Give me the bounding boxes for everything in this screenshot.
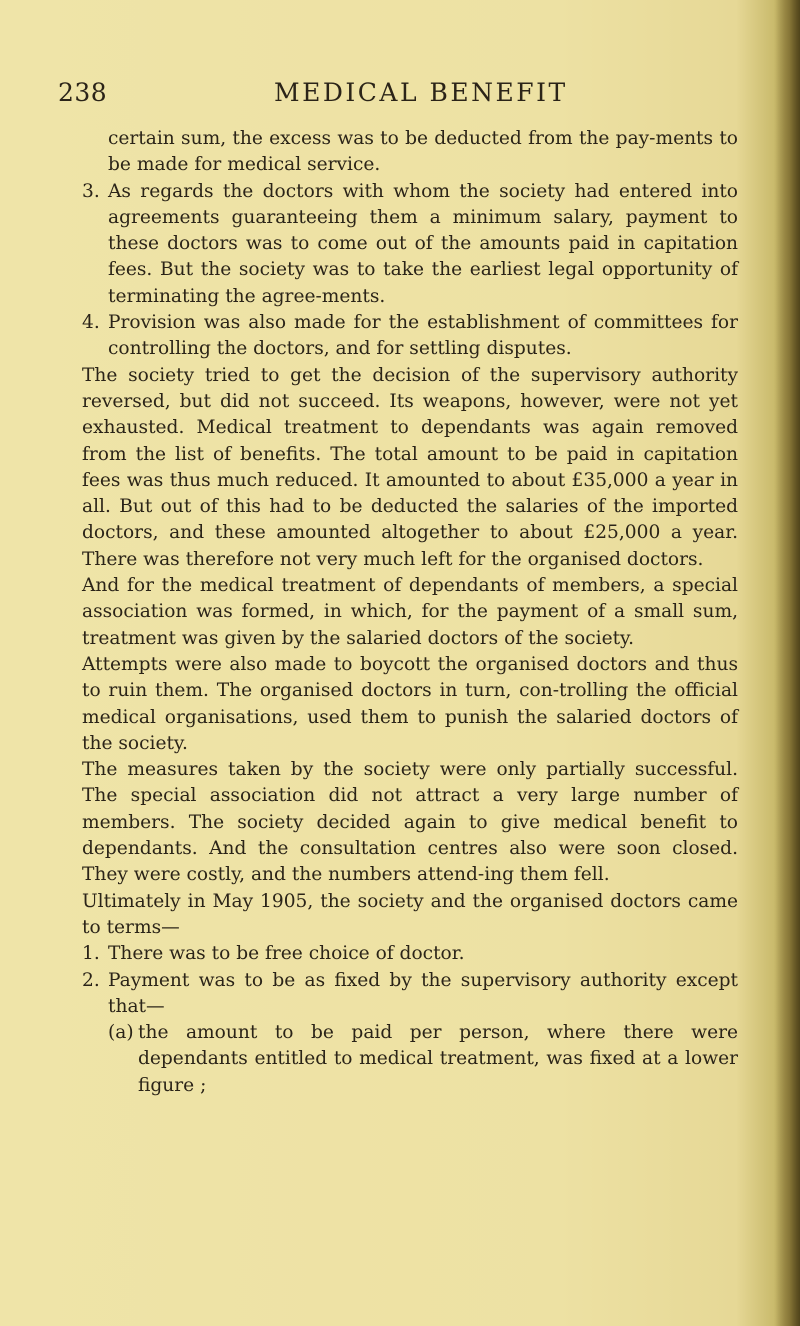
- continued-text: certain sum, the excess was to be deducted from the pay-ments to be made for medical service.: [108, 128, 738, 176]
- paragraph: The society tried to get the decision of the supervisory authority reversed, but did not succeed. Its weapons, however, were not yet exhausted. Medical treatment to dependants was again removed from the list of benefits. The total amount to be paid in capitation fees was thus much reduced. It amounted to about £35,000 a year in all. But out of this had to be deducted the salaries of the imported doctors, and these amounted altogether to about £25,000 a year. There was therefore not very much left for the organised doctors.: [82, 364, 738, 570]
- paragraph: The measures taken by the society were only partially successful. The special association did not attract a very large number of members. The society decided again to give medical benefit to dependants. And the consultation centres also were soon closed. They were costly, and the numbers attend-ing them fell.: [82, 759, 738, 886]
- body-text: [82, 126, 738, 1099]
- list-item-number: 4.: [82, 312, 100, 334]
- list-item-number: 3.: [82, 180, 100, 202]
- list-item-text: Payment was to be as fixed by the supervisory authority except that—: [108, 969, 738, 1017]
- page-header: [58, 78, 738, 114]
- list-item-text: There was to be free choice of doctor.: [108, 943, 465, 965]
- list-item-text: Provision was also made for the establishment of committees for controlling the doctors, and for settling disputes.: [108, 312, 738, 360]
- list-item: [82, 968, 738, 1021]
- paragraph: Ultimately in May 1905, the society and the organised doctors came to terms—: [82, 890, 738, 938]
- list-item-number: 1.: [82, 943, 100, 965]
- list-item: [82, 941, 738, 967]
- running-title: MEDICAL BENEFIT: [274, 78, 568, 107]
- page-number: 238: [58, 78, 108, 107]
- page-edge-shadow: [774, 0, 800, 1326]
- list-item: [82, 179, 738, 310]
- paragraph: Attempts were also made to boycott the organised doctors and thus to ruin them. The organised doctors in turn, con-trolling the official medical organisations, used them to punish the salaried doctors of the society.: [82, 653, 738, 754]
- list-item-number: 2.: [82, 969, 100, 991]
- list-item-text: As regards the doctors with whom the society had entered into agreements guaranteeing them a minimum salary, payment to these doctors was to come out of the amounts paid in capitation fees. But the society was to take the earliest legal opportunity of terminating the agree-ments.: [108, 180, 738, 307]
- sub-list-item-text: the amount to be paid per person, where there were dependants entitled to medical treatment, was fixed at a lower figure ;: [138, 1022, 738, 1096]
- sub-list-item-marker: (a): [108, 1022, 134, 1044]
- paragraph: And for the medical treatment of dependants of members, a special association was formed, in which, for the payment of a small sum, treatment was given by the salaried doctors of the society.: [82, 575, 738, 649]
- sub-list-item: [82, 1020, 738, 1099]
- list-item: [82, 310, 738, 363]
